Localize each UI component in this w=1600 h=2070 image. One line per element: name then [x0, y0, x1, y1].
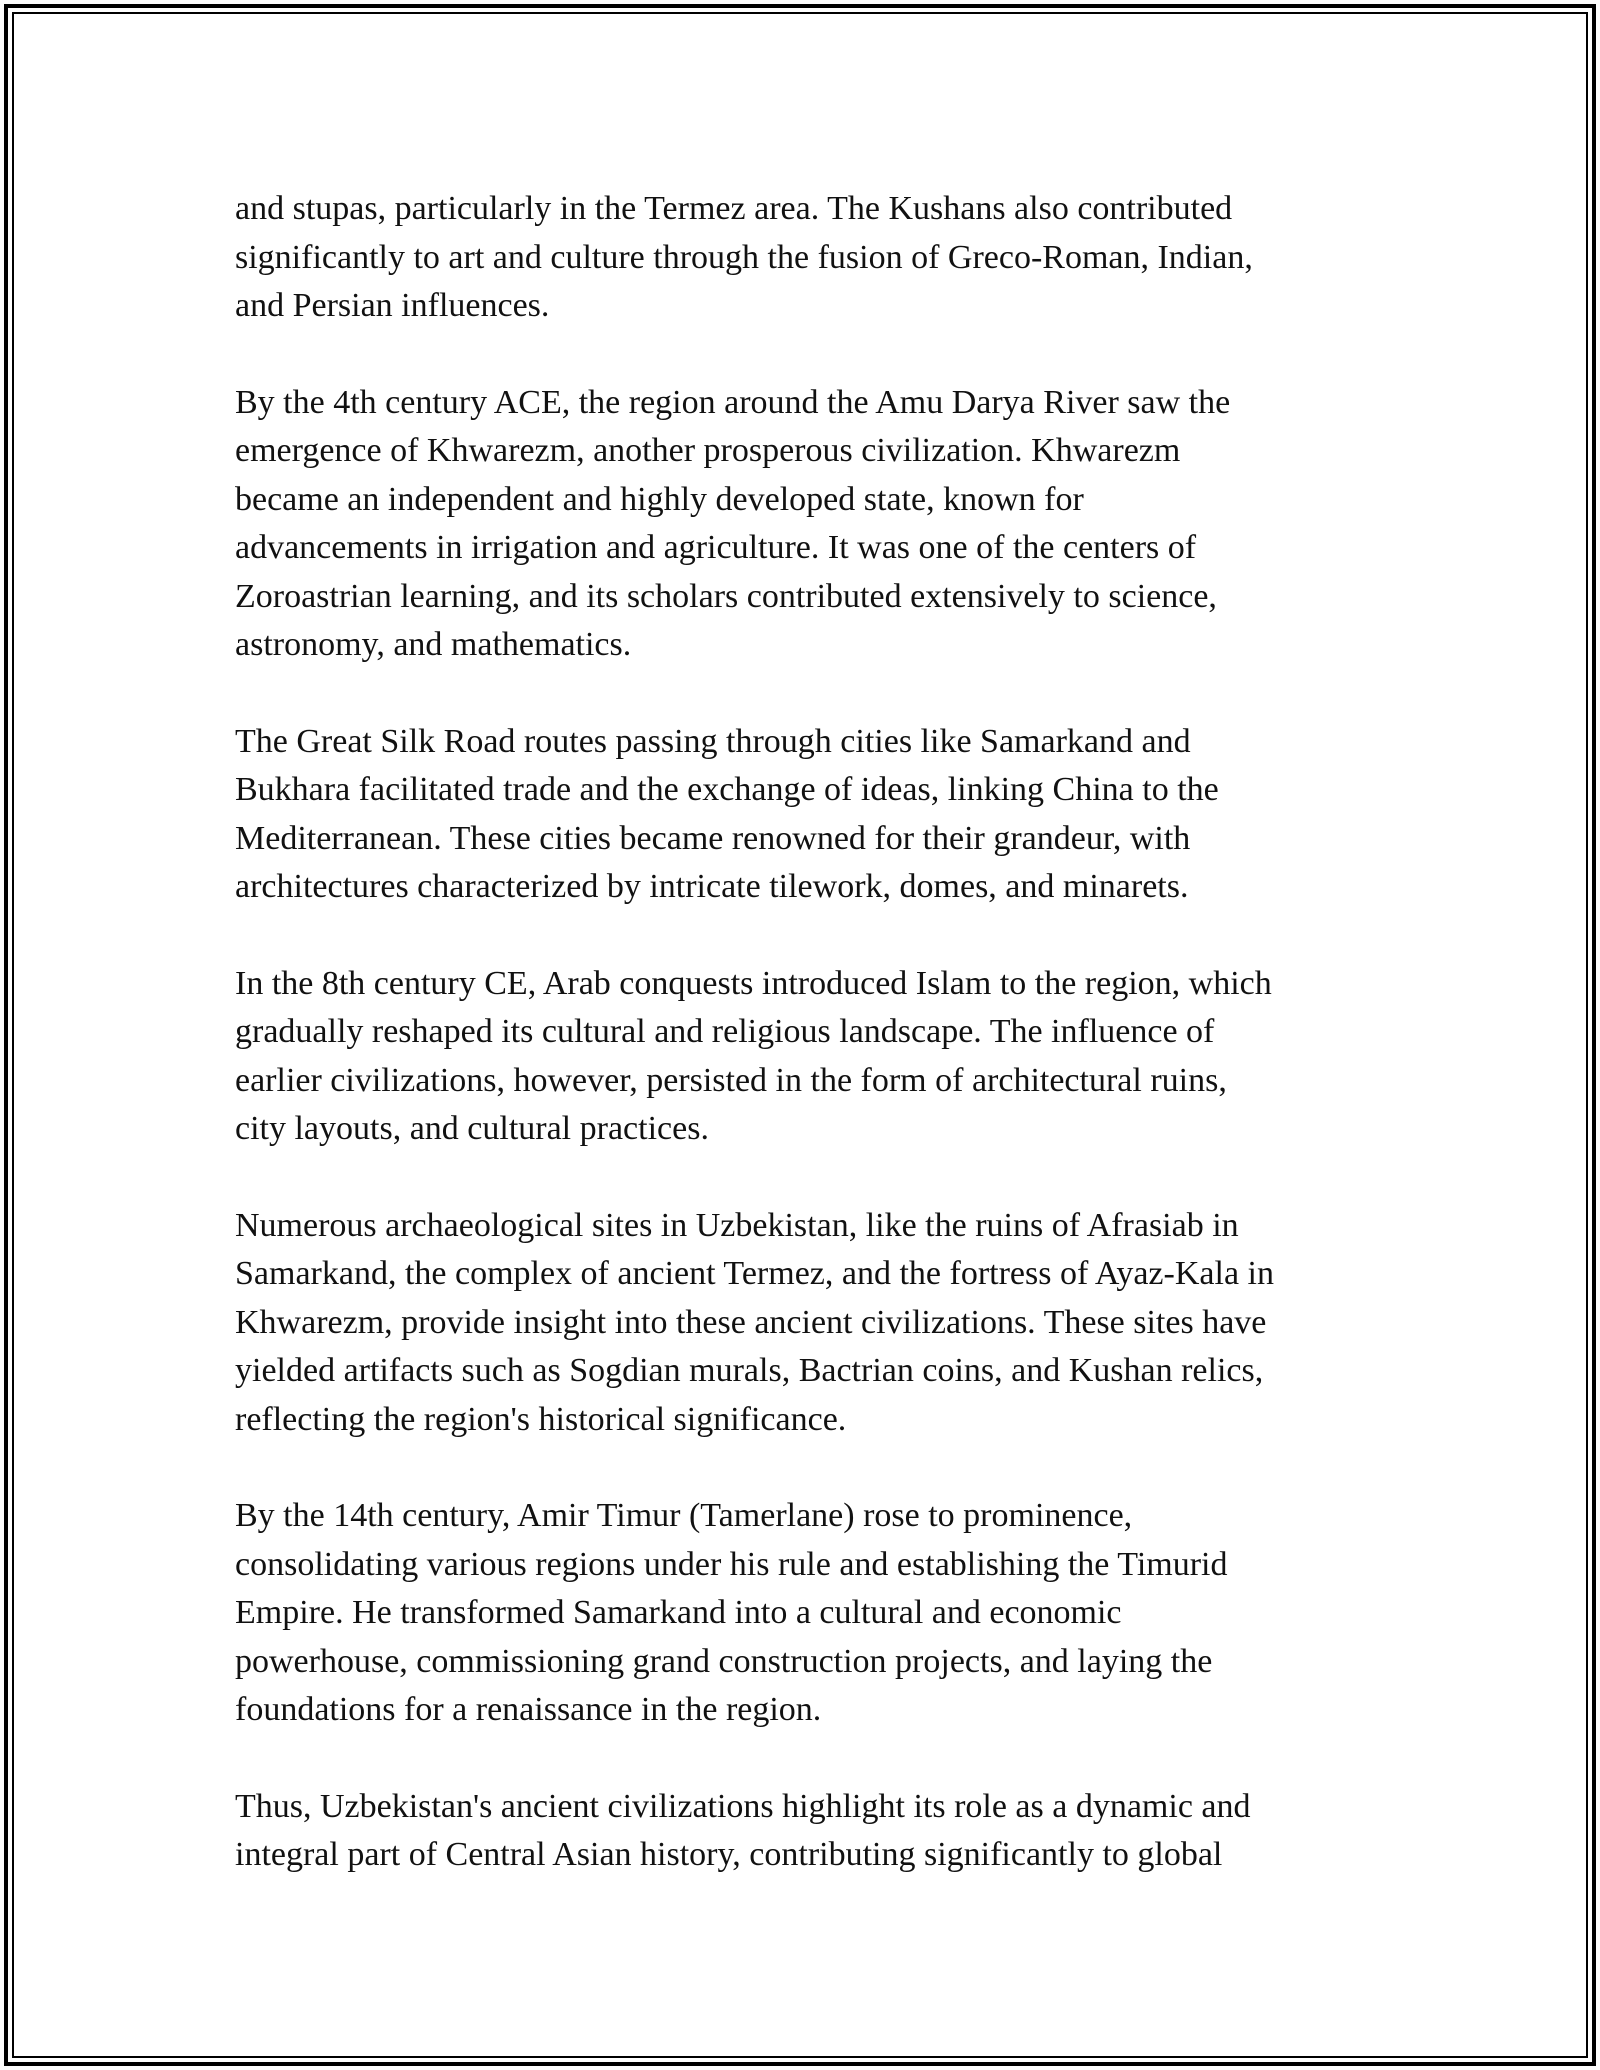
paragraph-amir-timur: By the 14th century, Amir Timur (Tamerlane) rose to prominence, consolidating various regions under his rule and establishing the Timurid Empire. He transformed Samarkand into a cultural and economic powerhouse, commissioning grand construction projects, and laying the foundations for a renaissance in the region.	[235, 1497, 1228, 1728]
document-body	[235, 185, 1400, 1880]
paragraph-archaeological-sites: Numerous archaeological sites in Uzbekistan, like the ruins of Afrasiab in Samarkand, the complex of ancient Termez, and the fortress of Ayaz-Kala in Khwarezm, provide insight into these ancient civilizations. These sites have yielded artifacts such as Sogdian murals, Bactrian coins, and Kushan relics, reflecting the region's historical significance.	[235, 1206, 1274, 1438]
paragraph-arab-conquests: In the 8th century CE, Arab conquests introduced Islam to the region, which gradually reshaped its cultural and religious landscape. The influence of earlier civilizations, however, persisted in the form of architectural ruins, city layouts, and cultural practices.	[235, 964, 1272, 1147]
paragraph-conclusion: Thus, Uzbekistan's ancient civilizations highlight its role as a dynamic and integral part of Central Asian history, contributing significantly to global	[235, 1787, 1251, 1873]
paragraph-silk-road: The Great Silk Road routes passing through cities like Samarkand and Bukhara facilitated trade and the exchange of ideas, linking China to the Mediterranean. These cities became renowned for their grandeur, with architectures characterized by intricate tilework, domes, and minarets.	[235, 722, 1219, 905]
paragraph-khwarezm: By the 4th century ACE, the region around the Amu Darya River saw the emergence of Khwarezm, another prosperous civilization. Khwarezm became an independent and highly developed state, known for advancements in irrigation and agriculture. It was one of the centers of Zoroastrian learning, and its scholars contributed extensively to science, astronomy, and mathematics.	[235, 383, 1231, 663]
paragraph-kushans: and stupas, particularly in the Termez area. The Kushans also contributed significantly to art and culture through the fusion of Greco-Roman, Indian, and Persian influences.	[235, 190, 1253, 324]
